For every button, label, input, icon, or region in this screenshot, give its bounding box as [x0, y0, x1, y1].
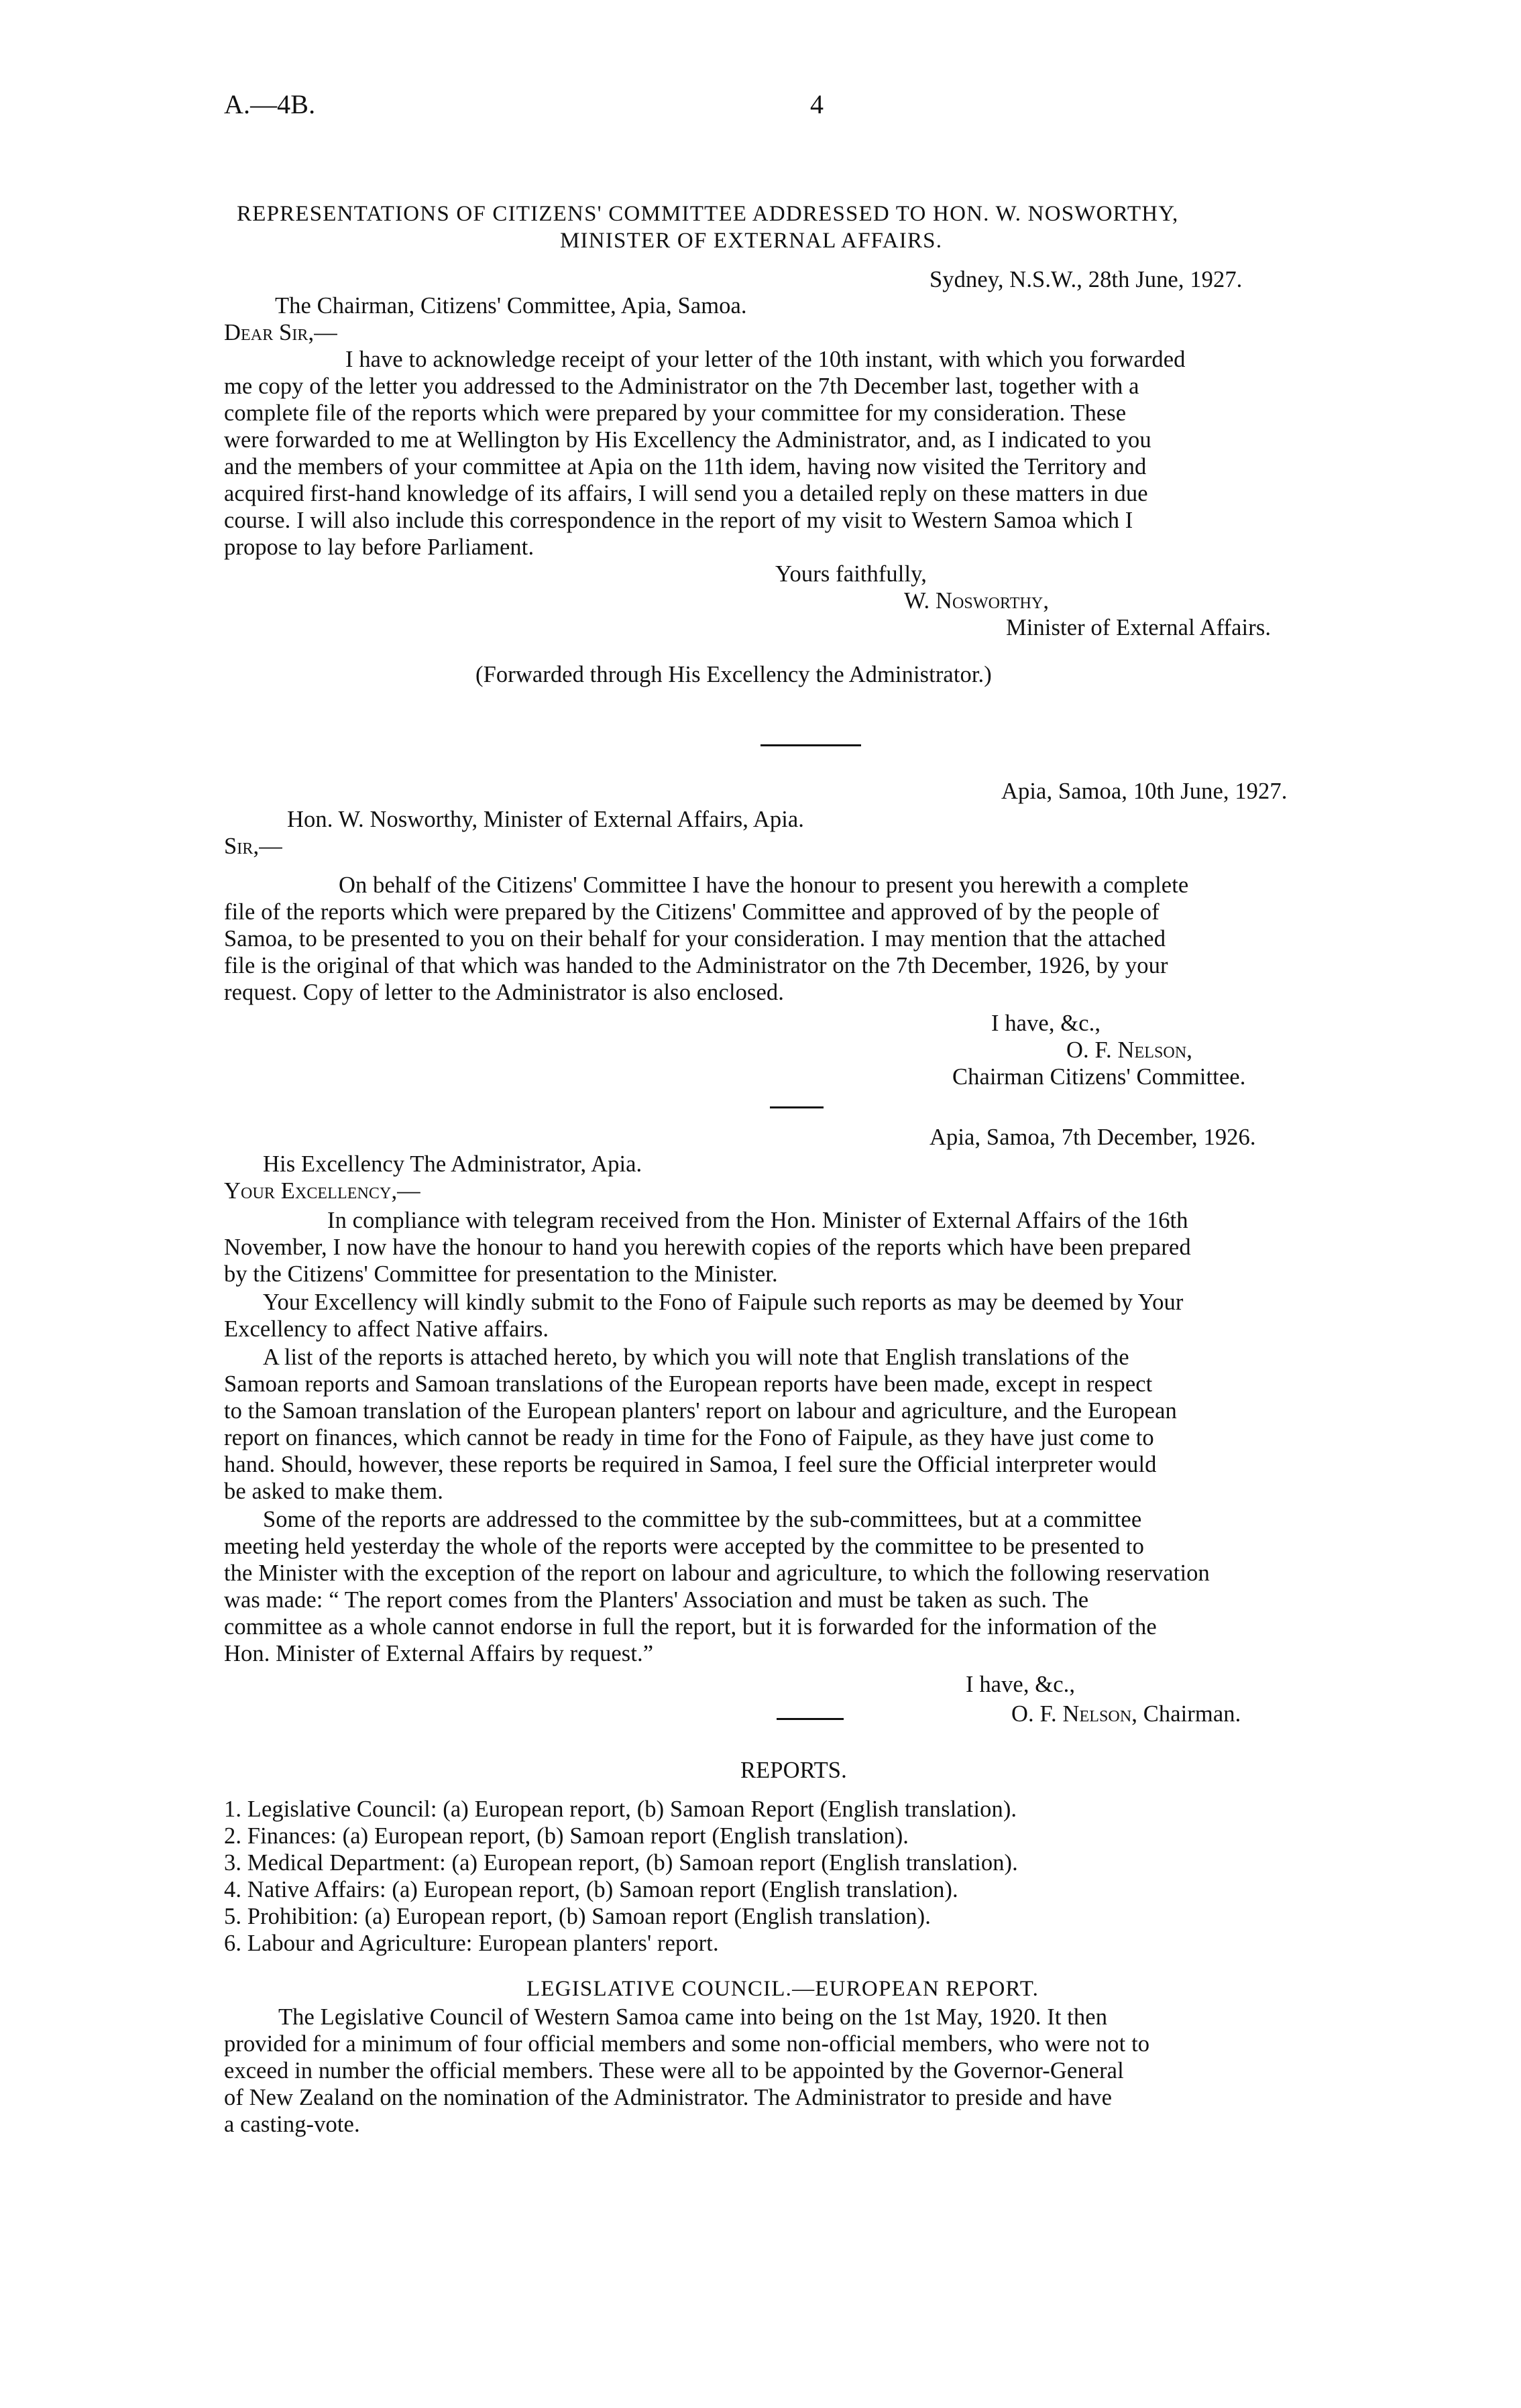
letter3-para4-line: the Minister with the exception of the report on labour and agriculture, to which the following reservation: [224, 1560, 1210, 1586]
letter3-para4-line: committee as a whole cannot endorse in full the report, but it is forwarded for the information of the: [224, 1614, 1157, 1640]
letter3-para2-line: Excellency to affect Native affairs.: [224, 1316, 549, 1342]
letter1-addressee: The Chairman, Citizens' Committee, Apia, Samoa.: [275, 293, 747, 319]
letter1-body-line: me copy of the letter you addressed to the Administrator on the 7th December last, together with a: [224, 374, 1139, 399]
letter2-place-date: Apia, Samoa, 10th June, 1927.: [1001, 779, 1288, 804]
legislative-council-body-line: exceed in number the official members. These were all to be appointed by the Governor-General: [224, 2058, 1124, 2083]
letter1-body-line: propose to lay before Parliament.: [224, 534, 534, 560]
letter1-body-line: were forwarded to me at Wellington by His Excellency the Administrator, and, as I indicated to you: [224, 427, 1151, 453]
letter1-signatory-title: Minister of External Affairs.: [1006, 615, 1272, 640]
letter3-salutation: Your Excellency,—: [224, 1178, 420, 1204]
reports-list-item: 5. Prohibition: (a) European report, (b) Samoan report (English translation).: [224, 1904, 931, 1929]
letter2-addressee: Hon. W. Nosworthy, Minister of External Affairs, Apia.: [287, 807, 805, 832]
letter1-place-date: Sydney, N.S.W., 28th June, 1927.: [929, 267, 1243, 292]
letter2-signatory-title: Chairman Citizens' Committee.: [952, 1064, 1246, 1090]
reports-list-item: 3. Medical Department: (a) European report, (b) Samoan report (English translation).: [224, 1850, 1018, 1876]
letter1-closing: Yours faithfully,: [775, 561, 927, 587]
letter3-para3-line: A list of the reports is attached hereto, by which you will note that English translations of the: [263, 1344, 1129, 1370]
letter2-closing: I have, &c.,: [991, 1011, 1101, 1036]
reports-heading: REPORTS.: [740, 1758, 847, 1783]
main-heading-line-1: REPRESENTATIONS OF CITIZENS' COMMITTEE ADDRESSED TO HON. W. NOSWORTHY,: [237, 202, 1179, 226]
reports-list-item: 6. Labour and Agriculture: European planters' report.: [224, 1931, 719, 1956]
section-divider: [770, 1106, 824, 1108]
letter3-signature: [1011, 1701, 1241, 1727]
letter3-para3-line: to the Samoan translation of the European planters' report on labour and agriculture, and the European: [224, 1398, 1177, 1424]
letter1-forwarding-note: (Forwarded through His Excellency the Administrator.): [475, 662, 992, 687]
letter2-salutation: Sir,—: [224, 834, 282, 859]
letter3-para1-line: by the Citizens' Committee for presentation to the Minister.: [224, 1261, 778, 1287]
section-divider: [777, 1718, 844, 1720]
reports-list-item: 1. Legislative Council: (a) European report, (b) Samoan Report (English translation).: [224, 1796, 1017, 1822]
letter2-body-line: request. Copy of letter to the Administrator is also enclosed.: [224, 980, 784, 1005]
letter3-para4-line: Some of the reports are addressed to the committee by the sub-committees, but at a committee: [263, 1507, 1142, 1532]
page-number: 4: [810, 89, 824, 119]
letter3-para3-line: be asked to make them.: [224, 1479, 443, 1504]
letter1-signature: W. Nosworthy,: [904, 588, 1050, 614]
letter3-para4-line: was made: “ The report comes from the Planters' Association and must be taken as such. The: [224, 1587, 1089, 1613]
legislative-council-body-line: The Legislative Council of Western Samoa came into being on the 1st May, 1920. It then: [278, 2004, 1108, 2030]
letter3-para2-line: Your Excellency will kindly submit to the Fono of Faipule such reports as may be deemed by Your: [263, 1289, 1184, 1315]
letter2-body-line: file is the original of that which was handed to the Administrator on the 7th December, 1926, by your: [224, 953, 1168, 978]
letter3-para3-line: Samoan reports and Samoan translations of the European reports have been made, except in respect: [224, 1371, 1153, 1397]
letter3-addressee: His Excellency The Administrator, Apia.: [263, 1151, 642, 1177]
section-divider: [760, 744, 861, 746]
page-ref: A.—4B.: [224, 89, 316, 119]
letter2-body-line: file of the reports which were prepared by the Citizens' Committee and approved of by the people of: [224, 899, 1160, 925]
letter1-body-line: and the members of your committee at Apia on the 11th idem, having now visited the Territory and: [224, 454, 1147, 479]
letter3-para1-line: In compliance with telegram received from the Hon. Minister of External Affairs of the 16th: [327, 1208, 1188, 1233]
letter1-body-line: acquired first-hand knowledge of its affairs, I will send you a detailed reply on these matters in due: [224, 481, 1148, 506]
letter3-place-date: Apia, Samoa, 7th December, 1926.: [929, 1125, 1256, 1150]
letter3-para3-line: hand. Should, however, these reports be required in Samoa, I feel sure the Official interpreter would: [224, 1452, 1157, 1477]
reports-list-item: 2. Finances: (a) European report, (b) Samoan report (English translation).: [224, 1823, 909, 1849]
letter3-para3-line: report on finances, which cannot be ready in time for the Fono of Faipule, as they have just come to: [224, 1425, 1154, 1450]
reports-list-item: 4. Native Affairs: (a) European report, (b) Samoan report (English translation).: [224, 1877, 958, 1902]
letter1-body-line: course. I will also include this correspondence in the report of my visit to Western Samoa which I: [224, 508, 1133, 533]
letter3-para4-line: Hon. Minister of External Affairs by request.”: [224, 1641, 654, 1666]
legislative-council-heading: LEGISLATIVE COUNCIL.—EUROPEAN REPORT.: [526, 1977, 1039, 2001]
legislative-council-body-line: a casting-vote.: [224, 2112, 360, 2137]
letter3-signature-role: Chairman.: [1143, 1701, 1241, 1727]
letter3-para1-line: November, I now have the honour to hand you herewith copies of the reports which have been prepared: [224, 1235, 1191, 1260]
letter3-signature-name: O. F. Nelson,: [1011, 1701, 1138, 1727]
legislative-council-body-line: of New Zealand on the nomination of the Administrator. The Administrator to preside and have: [224, 2085, 1113, 2110]
main-heading-line-2: MINISTER OF EXTERNAL AFFAIRS.: [560, 229, 943, 253]
letter2-body-line: On behalf of the Citizens' Committee I have the honour to present you herewith a complete: [339, 872, 1189, 898]
letter3-para4-line: meeting held yesterday the whole of the reports were accepted by the committee to be presented to: [224, 1534, 1144, 1559]
letter1-salutation: Dear Sir,—: [224, 320, 337, 345]
letter3-closing: I have, &c.,: [966, 1672, 1076, 1697]
letter1-body-line: I have to acknowledge receipt of your letter of the 10th instant, with which you forwarded: [345, 347, 1186, 372]
letter1-body-line: complete file of the reports which were prepared by your committee for my consideration. These: [224, 400, 1127, 426]
letter2-body-line: Samoa, to be presented to you on their behalf for your consideration. I may mention that the attached: [224, 926, 1166, 952]
letter2-signature: O. F. Nelson,: [1066, 1037, 1193, 1063]
legislative-council-body-line: provided for a minimum of four official members and some non-official members, who were not to: [224, 2031, 1150, 2057]
